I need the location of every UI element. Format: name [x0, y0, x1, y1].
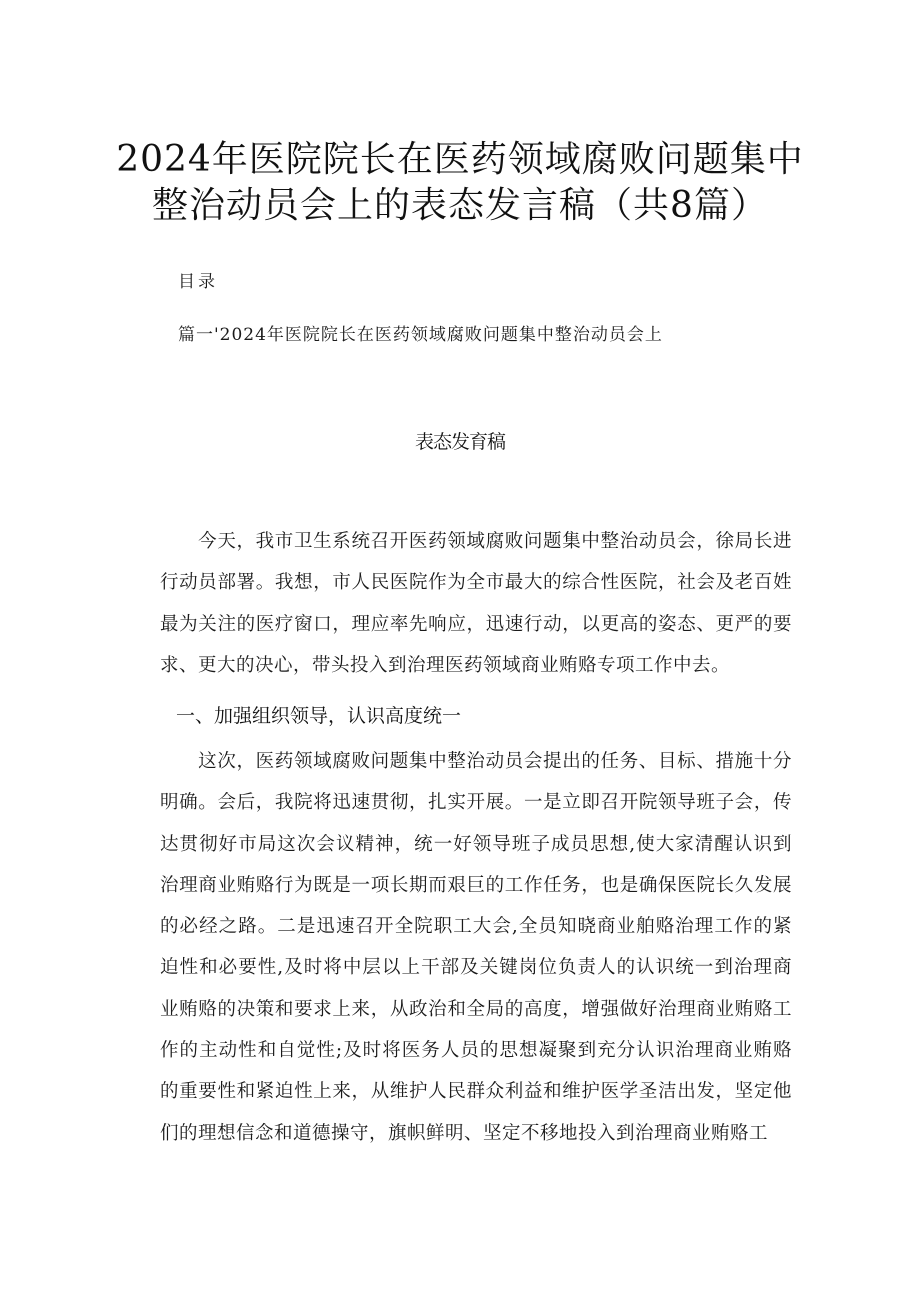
- paragraph-opening: [160, 521, 792, 686]
- paragraph-section-1: [160, 741, 792, 1154]
- document-title-line-1: 2024年医院院长在医药领域腐败问题集中: [116, 139, 804, 180]
- speech-subtitle: 表态发育稿: [414, 431, 505, 453]
- paragraph-opening-text: 今天，我市卫生系统召开医药领域腐败问题集中整治动员会，徐局长进行动员部署。我想，市人民医院作为全市最大的综合性医院，社会及老百姓最为关注的医疗窗口，理应率先响应，迅速行动，以更高的姿态、更严的要求、更大的决心，带头投入到治理医药领域商业贿赂专项工作中去。: [160, 531, 792, 676]
- toc-heading: 目录: [178, 272, 218, 292]
- section-heading: 一、加强组织领导，认识高度统一: [176, 705, 462, 727]
- paragraph-section-1-text: 这次，医药领域腐败问题集中整治动员会提出的任务、目标、措施十分明确。会后，我院将迅速贯彻，扎实开展。一是立即召开院领导班子会，传达贯彻好市局这次会议精神，统一好领导班子成员思想,使大家清醒认识到治理商业贿赂行为既是一项长期而艰巨的工作任务，也是确保医院长久发展的必经之路。二是迅速召开全院职工大会,全员知晓商业舶赂治理工作的紧迫性和必要性,及时将中层以上干部及关键岗位负责人的认识统一到治理商业贿赂的决策和要求上来，从政治和全局的高度，增强做好治理商业贿赂工作的主动性和自觉性;及时将医务人员的思想凝聚到充分认识治理商业贿赂的重要性和紧迫性上来，从维护人民群众利益和维护医学圣洁出发，坚定他们的理想信念和道德操守，旗帜鲜明、坚定不移地投入到治理商业贿赂工: [160, 751, 792, 1144]
- toc-item: 篇一'2024年医院院长在医药领域腐败问题集中整治动员会上: [178, 325, 663, 345]
- document-title-line-2: 整治动员会上的表态发言稿（共8篇）: [152, 185, 768, 226]
